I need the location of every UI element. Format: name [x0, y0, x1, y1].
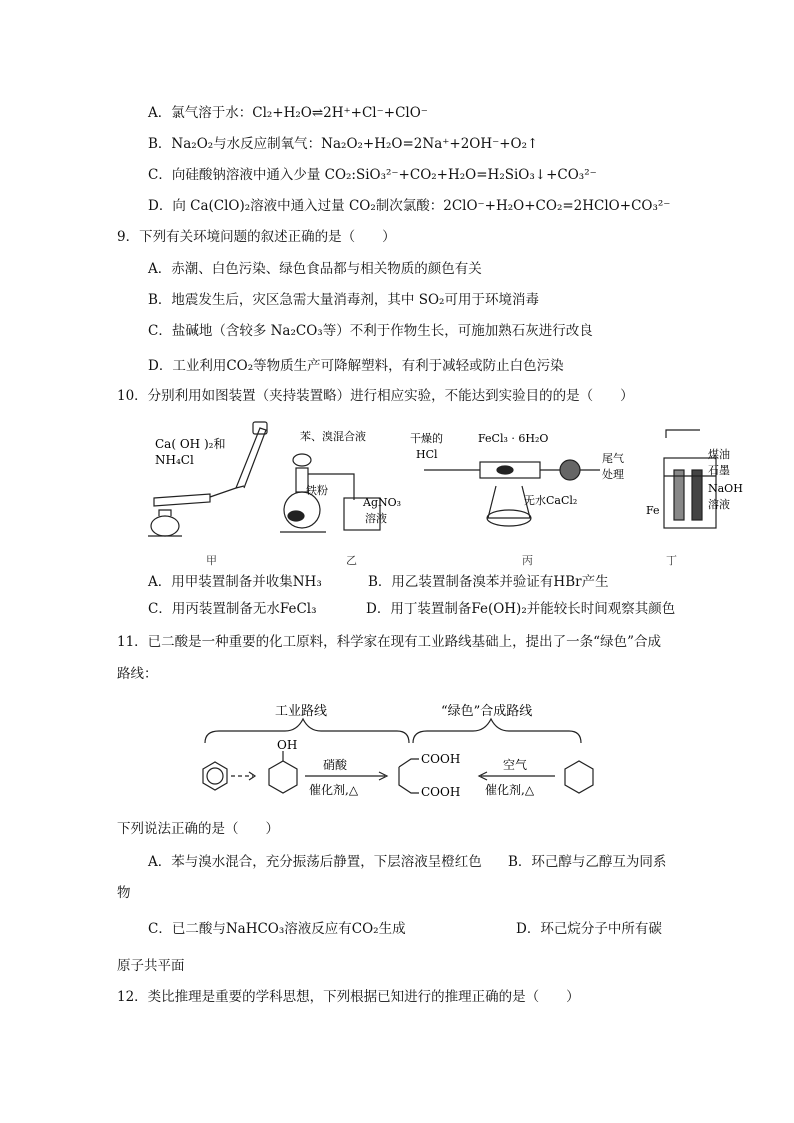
catalyst-label-1: 催化剂,△	[309, 783, 359, 797]
q10-stem: 10．分别利用如图装置（夹持装置略）进行相应实验，不能达到实验目的的是（ ）	[117, 388, 634, 404]
q9-option-b: B．地震发生后，灾区急需大量消毒剂，其中 SO₂可用于环境消毒	[148, 292, 539, 308]
yi-label-3: AgNO₃	[363, 496, 402, 509]
q10-option-a: A．用甲装置制备并收集NH₃	[148, 574, 322, 590]
oh-group-label: OH	[277, 738, 298, 752]
bing-label-2: HCl	[416, 448, 438, 461]
ding-label-4: 溶液	[708, 498, 730, 511]
ding-label-5: Fe	[646, 504, 660, 517]
q8-option-a: A．氯气溶于水：Cl₂+H₂O⇌2H⁺+Cl⁻+ClO⁻	[148, 105, 428, 121]
q10-apparatus-figure	[140, 418, 743, 568]
q9-option-c: C．盐碱地（含较多 Na₂CO₃等）不利于作物生长，可施加熟石灰进行改良	[148, 323, 593, 339]
q11-option-b: B．环己醇与乙醇互为同系	[508, 854, 667, 870]
q8-option-b: B．Na₂O₂与水反应制氧气：Na₂O₂+H₂O=2Na⁺+2OH⁻+O₂↑	[148, 136, 539, 152]
yi-label-2: 铁粉	[306, 484, 328, 497]
q11-stem-line1: 11．已二酸是一种重要的化工原料，科学家在现有工业路线基础上，提出了一条“绿色”合成	[117, 634, 661, 650]
jia-label-1: Ca( OH )₂和	[155, 437, 226, 451]
q9-option-a: A．赤潮、白色污染、绿色食品都与相关物质的颜色有关	[148, 261, 482, 277]
q12-stem: 12．类比推理是重要的学科思想，下列根据已知进行的推理正确的是（ ）	[117, 989, 580, 1005]
caption-jia: 甲	[206, 554, 217, 567]
q10-option-d: D．用丁装置制备Fe(OH)₂并能较长时间观察其颜色	[366, 601, 676, 617]
q9-stem: 9．下列有关环境问题的叙述正确的是（ ）	[117, 229, 396, 245]
q10-option-c: C．用丙装置制备无水FeCl₃	[148, 601, 317, 617]
industry-route-label: 工业路线	[275, 704, 328, 719]
caption-ding: 丁	[666, 554, 677, 567]
ding-label-2: 石墨	[708, 464, 730, 477]
green-route-label: “绿色”合成路线	[441, 704, 533, 719]
yi-label-1: 苯、溴混合液	[300, 430, 366, 443]
q9-option-d: D．工业利用CO₂等物质生产可降解塑料，有利于减轻或防止白色污染	[148, 358, 564, 374]
q11-ask: 下列说法正确的是（ ）	[117, 821, 279, 837]
cooh-label-2: COOH	[421, 785, 461, 799]
q8-option-d: D．向 Ca(ClO)₂溶液中通入过量 CO₂制次氯酸：2ClO⁻+H₂O+CO₂=2HClO+CO₃²⁻	[148, 198, 671, 214]
bing-label-5: 处理	[602, 468, 624, 481]
bing-label-6: 无水CaCl₂	[524, 494, 578, 507]
q11-option-b-cont: 物	[117, 885, 131, 901]
q10-option-b: B．用乙装置制备溴苯并验证有HBr产生	[368, 574, 609, 590]
ding-label-1: 煤油	[708, 448, 730, 461]
caption-bing: 丙	[522, 554, 533, 567]
q11-option-d-cont: 原子共平面	[117, 958, 185, 974]
q11-option-c: C．已二酸与NaHCO₃溶液反应有CO₂生成	[148, 921, 406, 937]
apparatus-bing	[424, 460, 600, 526]
yi-label-4: 溶液	[365, 512, 387, 525]
caption-yi: 乙	[346, 554, 357, 567]
jia-label-2: NH₄Cl	[155, 453, 194, 467]
apparatus-ding	[664, 430, 716, 528]
catalyst-label-2: 催化剂,△	[485, 783, 535, 797]
air-label: 空气	[503, 758, 528, 772]
nitric-acid-label: 硝酸	[323, 758, 348, 772]
bing-label-3: FeCl₃ · 6H₂O	[478, 432, 549, 445]
q11-option-d: D．环己烷分子中所有碳	[516, 921, 662, 937]
ding-label-3: NaOH	[708, 482, 743, 495]
q11-synthesis-route-figure	[185, 697, 605, 807]
q8-option-c: C．向硅酸钠溶液中通入少量 CO₂:SiO₃²⁻+CO₂+H₂O=H₂SiO₃↓+CO₃²⁻	[148, 167, 597, 183]
q11-option-a: A．苯与溴水混合，充分振荡后静置，下层溶液呈橙红色	[148, 854, 482, 870]
cooh-label-1: COOH	[421, 752, 461, 766]
q11-stem-line2: 路线：	[117, 666, 158, 682]
bing-label-4: 尾气	[602, 452, 624, 465]
bing-label-1: 干燥的	[410, 432, 443, 445]
